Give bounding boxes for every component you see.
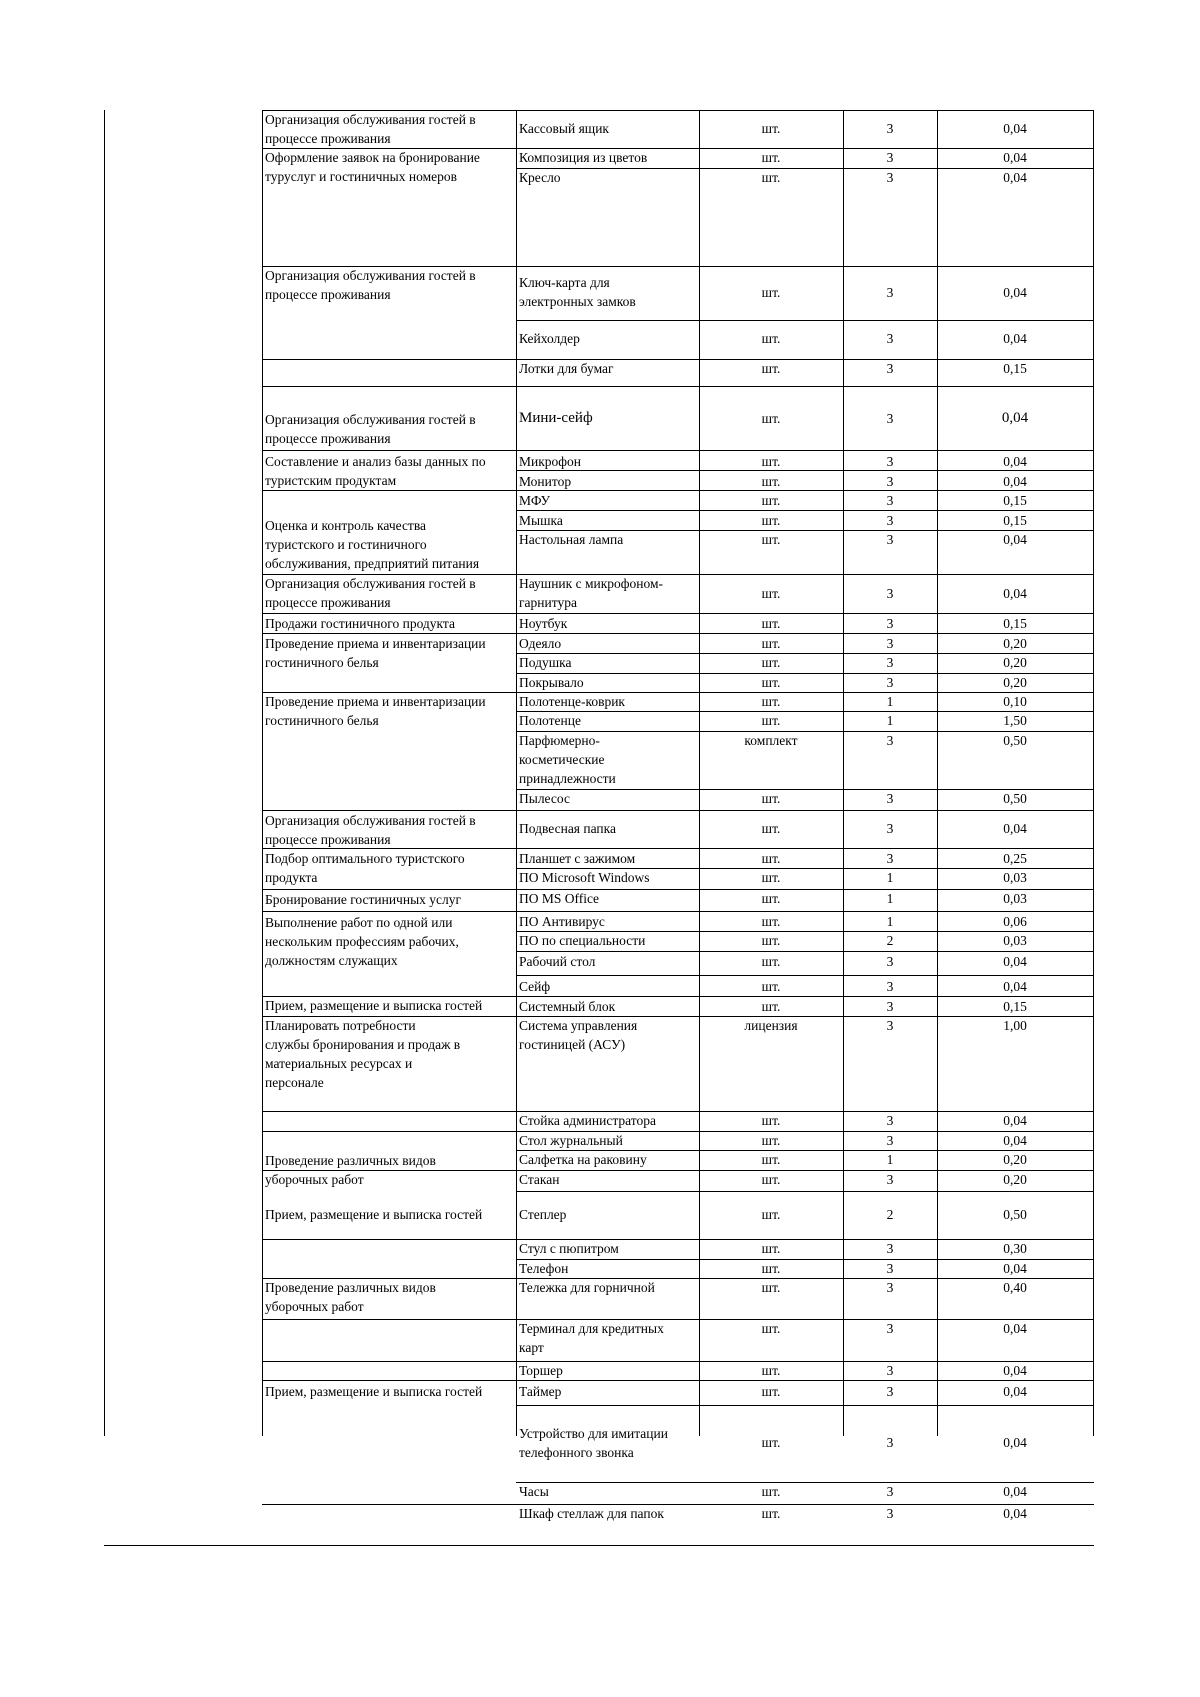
activity-cell: Прием, размещение и выписка гостей [265,998,483,1013]
norm-cell: 0,30 [1003,1241,1027,1256]
unit-cell: шт. [761,1113,781,1128]
unit-cell: шт. [761,870,781,885]
unit-cell: комплект [744,733,798,748]
item-name-cell: Кассовый ящик [519,121,609,136]
norm-cell: 0,04 [1003,454,1027,469]
quantity-cell: 2 [886,1207,894,1222]
quantity-cell: 3 [886,1113,894,1128]
norm-cell: 0,03 [1003,870,1027,885]
item-name-cell: Мышка [519,513,563,528]
unit-cell: шт. [761,675,781,690]
activity-divider [262,386,516,387]
quantity-cell: 1 [886,914,894,929]
activity-cell: Проведение приема и инвентаризации гостиничного белья [265,636,486,670]
unit-cell: шт. [761,933,781,948]
activity-cell: Проведение различных видов уборочных работ [265,1153,436,1187]
quantity-cell: 1 [886,870,894,885]
item-name-cell: Торшер [519,1363,563,1378]
norm-cell: 0,20 [1003,655,1027,670]
item-name-cell: Таймер [519,1384,562,1399]
activity-cell: Организация обслуживания гостей в процессе проживания [265,412,476,446]
row-divider [516,810,1094,811]
norm-cell: 0,04 [1003,1484,1027,1499]
activity-cell: Планировать потребности службы бронирования и продаж в материальных ресурсах и персонале [265,1018,461,1090]
norm-cell: 0,04 [1003,586,1027,601]
unit-cell: шт. [761,821,781,836]
quantity-cell: 3 [886,586,894,601]
norm-cell: 0,10 [1003,694,1027,709]
activity-divider [262,1111,516,1112]
quantity-cell: 3 [886,675,894,690]
column-divider [937,110,938,1436]
unit-cell: шт. [761,121,781,136]
column-divider [1093,110,1094,1436]
unit-cell: шт. [761,616,781,631]
activity-cell: Оформление заявок на бронирование туруслуг и гостиничных номеров [265,150,480,184]
norm-cell: 0,04 [1003,1133,1027,1148]
item-name-cell: ПО MS Office [519,891,599,906]
item-name-cell: ПО по специальности [519,933,646,948]
norm-cell: 0,04 [1003,331,1027,346]
quantity-cell: 3 [886,1241,894,1256]
norm-cell: 0,50 [1003,733,1027,748]
item-name-cell: Системный блок [519,999,616,1014]
item-name-cell: Салфетка на раковину [519,1152,647,1167]
unit-cell: шт. [761,979,781,994]
quantity-cell: 3 [886,733,894,748]
unit-cell: шт. [761,891,781,906]
activity-cell: Подбор оптимального туристского продукта [265,851,465,885]
quantity-cell: 2 [886,933,894,948]
item-name-cell: Стол журнальный [519,1133,623,1148]
unit-cell: шт. [761,851,781,866]
norm-cell: 0,04 [1003,150,1027,165]
quantity-cell: 1 [886,713,894,728]
activity-divider [262,359,516,360]
norm-cell: 0,04 [1003,1363,1027,1378]
activity-divider [262,1380,516,1381]
quantity-cell: 3 [886,285,894,300]
norm-cell: 0,20 [1003,1172,1027,1187]
activity-cell: Проведение различных видов уборочных работ [265,1280,436,1314]
item-name-cell: Устройство для имитации телефонного звонка [519,1426,668,1460]
activity-cell: Организация обслуживания гостей в процессе проживания [265,576,476,610]
column-divider [104,110,105,1436]
norm-cell: 0,15 [1003,513,1027,528]
quantity-cell: 3 [886,331,894,346]
item-name-cell: Система управления гостиницей (АСУ) [519,1018,638,1052]
quantity-cell: 3 [886,999,894,1014]
norm-cell: 0,04 [1003,285,1027,300]
unit-cell: шт. [761,411,781,426]
norm-cell: 0,03 [1003,891,1027,906]
activity-cell: Проведение приема и инвентаризации гостиничного белья [265,694,486,728]
activity-cell: Организация обслуживания гостей в процессе проживания [265,813,476,847]
item-name-cell: Терминал для кредитных карт [519,1321,664,1355]
norm-cell: 0,50 [1003,791,1027,806]
column-divider [262,110,263,1436]
quantity-cell: 3 [886,1435,894,1450]
activity-divider [262,1504,516,1505]
unit-cell: шт. [761,1241,781,1256]
activity-cell: Выполнение работ по одной или нескольким профессиям рабочих, должностям служащих [265,915,459,968]
quantity-cell: 3 [886,121,894,136]
item-name-cell: Пылесос [519,791,570,806]
item-name-cell: Ключ-карта для электронных замков [519,275,636,309]
quantity-cell: 3 [886,1384,894,1399]
quantity-cell: 3 [886,361,894,376]
norm-cell: 0,04 [1003,1321,1027,1336]
activity-divider [262,1545,516,1546]
norm-cell: 0,15 [1003,493,1027,508]
norm-cell: 1,00 [1003,1018,1027,1033]
unit-cell: шт. [761,150,781,165]
norm-cell: 0,15 [1003,999,1027,1014]
row-divider [516,386,1094,387]
row-divider [516,1405,1094,1406]
quantity-cell: 3 [886,493,894,508]
quantity-cell: 3 [886,851,894,866]
unit-cell: шт. [761,999,781,1014]
item-name-cell: ПО Microsoft Windows [519,870,650,885]
quantity-cell: 1 [886,891,894,906]
page-bottom-rule [104,1545,262,1546]
item-name-cell: Подвесная папка [519,821,617,836]
activity-cell: Оценка и контроль качества туристского и гостиничного обслуживания, предприятий питания [265,518,480,571]
item-name-cell: Рабочий стол [519,954,596,969]
unit-cell: шт. [761,1133,781,1148]
item-name-cell: Покрывало [519,675,584,690]
item-name-cell: Кейхолдер [519,331,580,346]
norm-cell: 0,25 [1003,851,1027,866]
item-name-cell: Полотенце [519,713,581,728]
unit-cell: шт. [761,361,781,376]
item-name-cell: Кресло [519,170,561,185]
item-name-cell: Настольная лампа [519,532,624,547]
unit-cell: шт. [761,1484,781,1499]
item-name-cell: МФУ [519,493,551,508]
item-name-cell: Монитор [519,474,572,489]
unit-cell: шт. [761,655,781,670]
norm-cell: 0,20 [1003,1152,1027,1167]
unit-cell: шт. [761,1172,781,1187]
unit-cell: лицензия [744,1018,798,1033]
norm-cell: 0,04 [1003,1113,1027,1128]
unit-cell: шт. [761,1152,781,1167]
unit-cell: шт. [761,1363,781,1378]
norm-cell: 0,04 [1003,1261,1027,1276]
item-name-cell: Мини-сейф [519,410,593,426]
item-name-cell: Тележка для горничной [519,1280,655,1295]
row-divider [516,975,1094,976]
item-name-cell: Шкаф стеллаж для папок [519,1506,664,1521]
norm-cell: 0,04 [1003,821,1027,836]
quantity-cell: 3 [886,979,894,994]
item-name-cell: Полотенце-коврик [519,694,625,709]
norm-cell: 0,04 [1003,1384,1027,1399]
unit-cell: шт. [761,454,781,469]
unit-cell: шт. [761,636,781,651]
quantity-cell: 3 [886,1484,894,1499]
quantity-cell: 3 [886,1321,894,1336]
quantity-cell: 3 [886,150,894,165]
item-name-cell: Сейф [519,979,551,994]
norm-cell: 1,50 [1003,713,1027,728]
item-name-cell: Композиция из цветов [519,150,648,165]
item-name-cell: Ноутбук [519,616,568,631]
activity-divider [262,1319,516,1320]
quantity-cell: 3 [886,411,894,426]
quantity-cell: 3 [886,636,894,651]
quantity-cell: 3 [886,954,894,969]
norm-cell: 0,04 [1003,979,1027,994]
item-name-cell: Микрофон [519,454,582,469]
row-divider [516,1191,1094,1192]
unit-cell: шт. [761,586,781,601]
unit-cell: шт. [761,791,781,806]
quantity-cell: 3 [886,170,894,185]
row-divider [516,110,1094,111]
quantity-cell: 3 [886,1018,894,1033]
unit-cell: шт. [761,1261,781,1276]
quantity-cell: 3 [886,821,894,836]
column-divider [699,110,700,1436]
quantity-cell: 3 [886,532,894,547]
norm-cell: 0,20 [1003,636,1027,651]
norm-cell: 0,04 [1003,121,1027,136]
item-name-cell: Лотки для бумаг [519,361,614,376]
activity-divider [262,1131,516,1132]
item-name-cell: Наушник с микрофоном- гарнитура [519,576,664,610]
item-name-cell: Часы [519,1484,549,1499]
item-name-cell: Стакан [519,1172,560,1187]
unit-cell: шт. [761,1435,781,1450]
row-divider [516,320,1094,321]
activity-cell: Организация обслуживания гостей в процессе проживания [265,112,476,146]
quantity-cell: 3 [886,1363,894,1378]
item-name-cell: Телефон [519,1261,569,1276]
unit-cell: шт. [761,513,781,528]
row-divider [516,450,1094,451]
activity-divider [262,911,516,912]
quantity-cell: 3 [886,513,894,528]
item-name-cell: Подушка [519,655,572,670]
column-divider [843,110,844,1436]
activity-cell: Составление и анализ базы данных по туристским продуктам [265,454,486,488]
unit-cell: шт. [761,285,781,300]
quantity-cell: 3 [886,1172,894,1187]
activity-cell: Продажи гостиничного продукта [265,616,455,631]
unit-cell: шт. [761,331,781,346]
row-divider [516,266,1094,267]
norm-cell: 0,40 [1003,1280,1027,1295]
quantity-cell: 1 [886,1152,894,1167]
norm-cell: 0,06 [1003,914,1027,929]
norm-cell: 0,04 [1003,1506,1027,1521]
unit-cell: шт. [761,474,781,489]
norm-cell: 0,50 [1003,1207,1027,1222]
item-name-cell: Планшет с зажимом [519,851,636,866]
item-name-cell: ПО Антивирус [519,914,605,929]
norm-cell: 0,04 [1003,1435,1027,1450]
quantity-cell: 3 [886,655,894,670]
quantity-cell: 3 [886,1133,894,1148]
activity-cell: Организация обслуживания гостей в процессе проживания [265,268,476,302]
norm-cell: 0,04 [1003,954,1027,969]
unit-cell: шт. [761,1280,781,1295]
quantity-cell: 3 [886,454,894,469]
item-name-cell: Стойка администратора [519,1113,656,1128]
unit-cell: шт. [761,170,781,185]
norm-cell: 0,03 [1003,933,1027,948]
unit-cell: шт. [761,1321,781,1336]
norm-cell: 0,04 [1001,410,1029,426]
item-name-cell: Одеяло [519,636,562,651]
quantity-cell: 1 [886,694,894,709]
quantity-cell: 3 [886,1280,894,1295]
column-divider [516,110,517,1436]
item-name-cell: Степлер [519,1207,567,1222]
unit-cell: шт. [761,713,781,728]
norm-cell: 0,15 [1003,616,1027,631]
item-name-cell: Стул с пюпитром [519,1241,619,1256]
row-divider [516,1380,1094,1381]
activity-cell: Прием, размещение и выписка гостей [265,1384,483,1399]
activity-divider [262,1239,516,1240]
row-divider [516,1545,1094,1546]
activity-divider [262,490,516,491]
activity-divider [262,1361,516,1362]
quantity-cell: 3 [886,616,894,631]
unit-cell: шт. [761,532,781,547]
norm-cell: 0,04 [1003,532,1027,547]
norm-cell: 0,04 [1003,474,1027,489]
activity-cell: Бронирование гостиничных услуг [265,892,462,907]
unit-cell: шт. [761,914,781,929]
unit-cell: шт. [761,493,781,508]
quantity-cell: 3 [886,791,894,806]
unit-cell: шт. [761,1506,781,1521]
norm-cell: 0,04 [1003,170,1027,185]
quantity-cell: 3 [886,1506,894,1521]
item-name-cell: Парфюмерно- косметические принадлежности [519,733,616,786]
unit-cell: шт. [761,954,781,969]
quantity-cell: 3 [886,474,894,489]
unit-cell: шт. [761,1207,781,1222]
norm-cell: 0,20 [1003,675,1027,690]
unit-cell: шт. [761,694,781,709]
unit-cell: шт. [761,1384,781,1399]
quantity-cell: 3 [886,1261,894,1276]
norm-cell: 0,15 [1003,361,1027,376]
activity-divider [262,450,516,451]
activity-cell: Прием, размещение и выписка гостей [265,1207,483,1222]
